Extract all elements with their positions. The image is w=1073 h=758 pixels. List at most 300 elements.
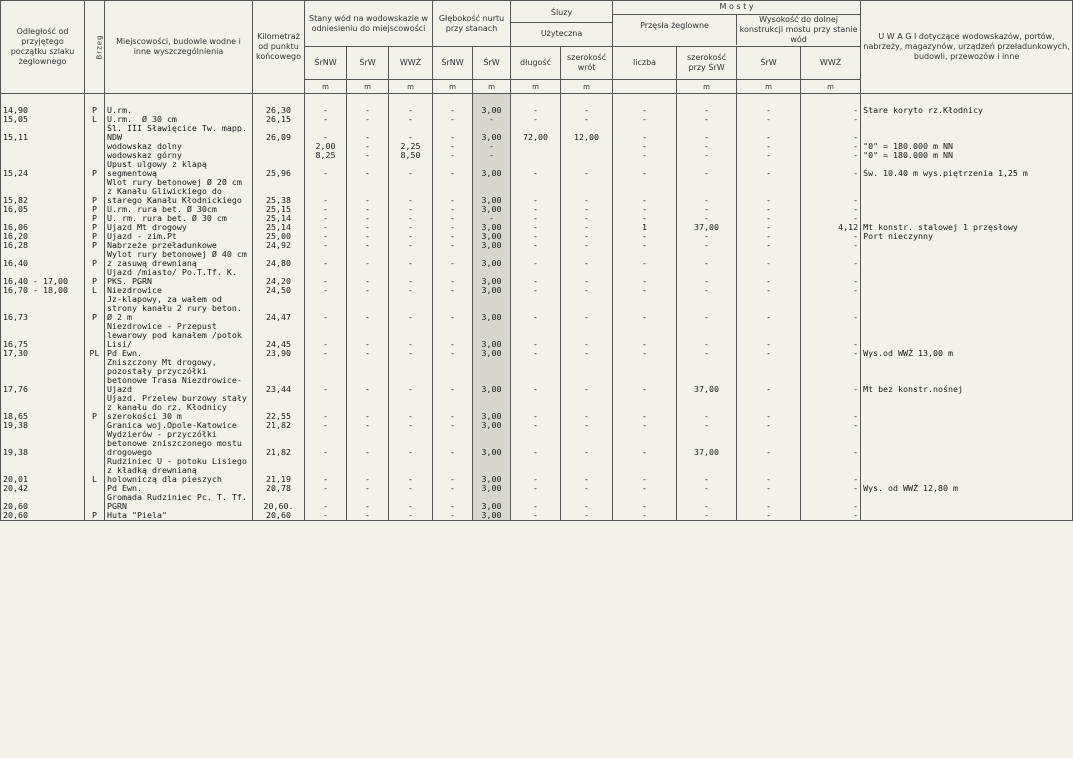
row-lock-width: -: [561, 115, 613, 124]
row-water-srw: -: [347, 394, 389, 421]
row-distance: 16,06: [1, 223, 85, 232]
row-bridge-count: -: [613, 295, 677, 322]
row-distance: 15,82: [1, 178, 85, 205]
row-depth-srnw: -: [433, 241, 473, 250]
header-depth-srnw: ŚrNW: [433, 47, 473, 80]
row-distance: 14,90: [1, 106, 85, 115]
row-depth-srw: -: [473, 115, 511, 124]
row-depth-srnw: -: [433, 115, 473, 124]
row-distance: 16,73: [1, 295, 85, 322]
row-water-srnw: 8,25: [305, 151, 347, 160]
row-depth-srnw: -: [433, 358, 473, 394]
row-remarks: [861, 241, 1073, 250]
row-distance: 15,05: [1, 115, 85, 124]
row-water-srnw: 2,00: [305, 142, 347, 151]
row-lock-length: -: [511, 484, 561, 493]
row-remarks: Port nieczynny: [861, 232, 1073, 241]
row-height-srw: -: [737, 160, 801, 178]
row-km: 25,15: [253, 205, 305, 214]
row-description: Ujazd /miasto/ Po.T.Tf. K. PKS. PGRN: [105, 268, 253, 286]
header-span: Przęsła żeglowne: [613, 15, 737, 45]
row-bridge-count: -: [613, 421, 677, 430]
row-bank: L: [85, 286, 105, 295]
row-height-wwz: -: [801, 214, 861, 223]
row-depth-srnw: -: [433, 511, 473, 521]
row-depth-srw: 3,00: [473, 124, 511, 142]
table-row: [1, 493, 1073, 511]
header-bridge-width: szerokość przy ŚrW: [677, 47, 737, 80]
table-row: [1, 358, 1073, 394]
row-depth-srw: 3,00: [473, 349, 511, 358]
row-bank: P: [85, 160, 105, 178]
row-water-srw: -: [347, 106, 389, 115]
row-description: Ujazd - zim.Pt: [105, 232, 253, 241]
row-km: 23,44: [253, 358, 305, 394]
row-lock-length: -: [511, 205, 561, 214]
row-lock-length: -: [511, 268, 561, 286]
row-bank: [85, 358, 105, 394]
row-bridge-count: -: [613, 142, 677, 151]
row-bridge-width: -: [677, 214, 737, 223]
row-water-srw: -: [347, 160, 389, 178]
row-depth-srw: 3,00: [473, 205, 511, 214]
row-bridge-width: -: [677, 151, 737, 160]
row-water-srw: -: [347, 322, 389, 349]
row-water-srnw: -: [305, 511, 347, 521]
row-water-srnw: -: [305, 421, 347, 430]
row-bank: [85, 484, 105, 493]
row-water-wwz: -: [389, 349, 433, 358]
row-bridge-count: -: [613, 214, 677, 223]
row-lock-length: -: [511, 493, 561, 511]
row-lock-width: -: [561, 106, 613, 115]
row-water-srw: -: [347, 421, 389, 430]
row-bridge-width: -: [677, 349, 737, 358]
unit: m: [737, 80, 801, 94]
row-lock-length: -: [511, 394, 561, 421]
row-water-srw: -: [347, 268, 389, 286]
row-km: 24,20: [253, 268, 305, 286]
unit: m: [433, 80, 473, 94]
row-height-srw: -: [737, 250, 801, 268]
row-depth-srnw: -: [433, 142, 473, 151]
row-distance: [1, 151, 85, 160]
row-remarks: [861, 430, 1073, 457]
row-description: Niezdrowice: [105, 286, 253, 295]
row-lock-width: -: [561, 241, 613, 250]
row-bridge-count: -: [613, 241, 677, 250]
row-height-wwz: -: [801, 358, 861, 394]
row-water-wwz: 8,50: [389, 151, 433, 160]
row-bank: [85, 430, 105, 457]
row-water-srnw: -: [305, 160, 347, 178]
row-height-wwz: -: [801, 124, 861, 142]
row-remarks: [861, 268, 1073, 286]
row-depth-srw: 3,00: [473, 295, 511, 322]
row-water-srw: -: [347, 142, 389, 151]
row-depth-srw: 3,00: [473, 421, 511, 430]
row-height-srw: -: [737, 106, 801, 115]
row-water-srw: -: [347, 286, 389, 295]
row-bank: L: [85, 115, 105, 124]
row-water-srw: -: [347, 358, 389, 394]
row-lock-width: -: [561, 430, 613, 457]
row-depth-srw: 3,00: [473, 286, 511, 295]
row-depth-srnw: -: [433, 493, 473, 511]
row-depth-srnw: -: [433, 106, 473, 115]
header-locks-title: Śluzy: [550, 8, 573, 17]
row-depth-srnw: -: [433, 268, 473, 286]
row-remarks: Mt bez konstr.nośnej: [861, 358, 1073, 394]
row-lock-length: -: [511, 430, 561, 457]
row-water-srnw: -: [305, 223, 347, 232]
row-water-srw: -: [347, 232, 389, 241]
row-remarks: [861, 511, 1073, 521]
row-description: Jz-klapowy, za wałem od strony kanału 2 rury beton. Ø 2 m: [105, 295, 253, 322]
row-bank: [85, 322, 105, 349]
row-water-srnw: -: [305, 493, 347, 511]
row-height-srw: -: [737, 115, 801, 124]
row-description: U.rm. rura bet. Ø 30cm: [105, 205, 253, 214]
row-bridge-count: -: [613, 178, 677, 205]
row-bridge-width: -: [677, 250, 737, 268]
row-depth-srw: -: [473, 142, 511, 151]
row-remarks: Wys.od WWŻ 13,00 m: [861, 349, 1073, 358]
row-lock-width: -: [561, 250, 613, 268]
row-height-srw: -: [737, 205, 801, 214]
row-water-srw: -: [347, 511, 389, 521]
row-water-srnw: -: [305, 394, 347, 421]
row-water-srnw: -: [305, 250, 347, 268]
row-water-wwz: -: [389, 106, 433, 115]
row-distance: 16,20: [1, 232, 85, 241]
row-lock-length: -: [511, 511, 561, 521]
row-height-srw: -: [737, 322, 801, 349]
row-description: wodowskaz dolny: [105, 142, 253, 151]
row-km: 20,60: [253, 511, 305, 521]
row-height-wwz: -: [801, 151, 861, 160]
row-description: Niezdrowice - Przepust lewarowy pod kanałem /potok Lisi/: [105, 322, 253, 349]
row-remarks: Św. 10.40 m wys.piętrzenia 1,25 m: [861, 160, 1073, 178]
row-height-wwz: -: [801, 484, 861, 493]
row-water-wwz: -: [389, 115, 433, 124]
row-lock-width: -: [561, 223, 613, 232]
unit: m: [305, 80, 347, 94]
row-bank: P: [85, 241, 105, 250]
row-water-wwz: -: [389, 124, 433, 142]
row-distance: 16,28: [1, 241, 85, 250]
row-depth-srw: 3,00: [473, 241, 511, 250]
row-water-wwz: -: [389, 178, 433, 205]
row-lock-length: -: [511, 322, 561, 349]
row-km: [253, 142, 305, 151]
row-bank: P: [85, 106, 105, 115]
row-height-wwz: -: [801, 115, 861, 124]
row-height-srw: -: [737, 142, 801, 151]
row-bank: [85, 124, 105, 142]
row-remarks: [861, 250, 1073, 268]
row-bridge-width: -: [677, 142, 737, 151]
row-distance: 15,24: [1, 160, 85, 178]
row-height-srw: -: [737, 421, 801, 430]
row-bridge-count: 1: [613, 223, 677, 232]
row-bridge-width: -: [677, 421, 737, 430]
header-remarks: U W A G I dotyczące wodowskazów, portów, nabrzeży, magazynów, urządzeń przeładunkowych, budowli, przewozów i inne: [861, 1, 1073, 94]
row-remarks: [861, 295, 1073, 322]
row-lock-length: -: [511, 115, 561, 124]
row-water-wwz: -: [389, 484, 433, 493]
row-bridge-width: 37,00: [677, 223, 737, 232]
row-bank: P: [85, 268, 105, 286]
row-depth-srnw: -: [433, 295, 473, 322]
row-bridge-width: -: [677, 457, 737, 484]
row-depth-srnw: -: [433, 223, 473, 232]
unit: m: [389, 80, 433, 94]
row-bridge-width: -: [677, 322, 737, 349]
row-height-srw: -: [737, 241, 801, 250]
row-bank: P: [85, 394, 105, 421]
row-lock-width: -: [561, 511, 613, 521]
row-distance: 19,38: [1, 430, 85, 457]
row-distance: 20,60: [1, 493, 85, 511]
row-distance: 20,42: [1, 484, 85, 493]
row-description: Granica woj.Opole-Katowice: [105, 421, 253, 430]
row-bridge-count: -: [613, 124, 677, 142]
header-bridge-count: liczba: [613, 47, 677, 80]
row-water-srw: -: [347, 151, 389, 160]
row-water-wwz: -: [389, 322, 433, 349]
row-bank: P: [85, 295, 105, 322]
row-bridge-count: -: [613, 205, 677, 214]
row-remarks: Wys. od WWŻ 12,80 m: [861, 484, 1073, 493]
row-water-srnw: -: [305, 178, 347, 205]
table-header: [1, 1, 1073, 94]
row-depth-srw: 3,00: [473, 394, 511, 421]
row-height-srw: -: [737, 457, 801, 484]
row-water-srnw: -: [305, 286, 347, 295]
row-km: 20,78: [253, 484, 305, 493]
row-water-srw: -: [347, 250, 389, 268]
row-height-srw: -: [737, 151, 801, 160]
row-bridge-width: -: [677, 232, 737, 241]
row-height-srw: -: [737, 295, 801, 322]
row-lock-length: -: [511, 160, 561, 178]
row-depth-srnw: -: [433, 250, 473, 268]
row-lock-width: -: [561, 232, 613, 241]
row-lock-width: 12,00: [561, 124, 613, 142]
row-bridge-count: -: [613, 322, 677, 349]
row-remarks: [861, 115, 1073, 124]
row-bank: P: [85, 232, 105, 241]
header-lock-length: długość: [511, 47, 561, 80]
header-distance: Odległość od przyjętego początku szlaku żeglownego: [1, 1, 85, 94]
row-water-srw: -: [347, 223, 389, 232]
row-height-srw: -: [737, 484, 801, 493]
header-depth: Głębokość nurtu przy stanach: [433, 1, 511, 47]
row-depth-srw: 3,00: [473, 322, 511, 349]
row-water-srnw: -: [305, 205, 347, 214]
row-bridge-width: -: [677, 106, 737, 115]
row-water-wwz: -: [389, 430, 433, 457]
row-water-srw: -: [347, 493, 389, 511]
row-lock-width: -: [561, 160, 613, 178]
header-wwz: WWŻ: [389, 47, 433, 80]
row-lock-length: -: [511, 106, 561, 115]
row-depth-srw: 3,00: [473, 106, 511, 115]
unit: m: [677, 80, 737, 94]
unit: m: [347, 80, 389, 94]
row-remarks: [861, 124, 1073, 142]
unit: m: [801, 80, 861, 94]
row-km: 25,14: [253, 214, 305, 223]
row-height-srw: -: [737, 511, 801, 521]
row-height-wwz: -: [801, 394, 861, 421]
row-depth-srw: -: [473, 151, 511, 160]
row-bridge-count: -: [613, 160, 677, 178]
row-lock-length: -: [511, 214, 561, 223]
row-bridge-width: -: [677, 511, 737, 521]
row-remarks: [861, 493, 1073, 511]
row-description: Zniszczony Mt drogowy, pozostały przyczółki betonowe Trasa Niezdrowice-Ujazd: [105, 358, 253, 394]
row-bridge-count: -: [613, 493, 677, 511]
row-water-wwz: -: [389, 511, 433, 521]
row-water-srnw: -: [305, 430, 347, 457]
row-km: 26,15: [253, 115, 305, 124]
row-description: Śl. III Sławięcice Tw. mapp. NDW: [105, 124, 253, 142]
row-height-wwz: -: [801, 205, 861, 214]
row-water-srnw: -: [305, 358, 347, 394]
row-lock-width: -: [561, 214, 613, 223]
row-depth-srnw: -: [433, 205, 473, 214]
row-depth-srnw: -: [433, 178, 473, 205]
row-water-srw: -: [347, 178, 389, 205]
row-distance: 20,60: [1, 511, 85, 521]
row-km: 25,96: [253, 160, 305, 178]
row-km: 25,00: [253, 232, 305, 241]
row-lock-width: -: [561, 457, 613, 484]
row-description: U.rm.: [105, 106, 253, 115]
row-water-wwz: -: [389, 214, 433, 223]
row-water-srnw: -: [305, 106, 347, 115]
row-depth-srw: -: [473, 214, 511, 223]
row-distance: 16,70 - 18,00: [1, 286, 85, 295]
row-km: 24,47: [253, 295, 305, 322]
table-row: [1, 322, 1073, 349]
row-height-wwz: -: [801, 268, 861, 286]
row-water-srw: -: [347, 457, 389, 484]
row-water-srnw: -: [305, 214, 347, 223]
row-lock-width: -: [561, 286, 613, 295]
row-lock-width: -: [561, 358, 613, 394]
row-depth-srnw: -: [433, 322, 473, 349]
row-depth-srw: 3,00: [473, 223, 511, 232]
row-remarks: [861, 178, 1073, 205]
row-remarks: "0" = 180.000 m NN: [861, 151, 1073, 160]
row-depth-srw: 3,00: [473, 358, 511, 394]
row-water-wwz: -: [389, 394, 433, 421]
row-distance: 18,65: [1, 394, 85, 421]
row-km: 20,60.: [253, 493, 305, 511]
row-water-wwz: -: [389, 160, 433, 178]
row-water-wwz: -: [389, 250, 433, 268]
row-water-srw: -: [347, 430, 389, 457]
row-lock-length: 72,00: [511, 124, 561, 142]
row-bank: [85, 142, 105, 151]
row-remarks: [861, 205, 1073, 214]
row-height-wwz: -: [801, 142, 861, 151]
row-km: 21,19: [253, 457, 305, 484]
row-km: 26,30: [253, 106, 305, 115]
row-distance: 20,01: [1, 457, 85, 484]
row-height-srw: -: [737, 430, 801, 457]
row-water-wwz: -: [389, 232, 433, 241]
row-km: 26,09: [253, 124, 305, 142]
row-remarks: Mt konstr. stalowej 1 przęsłowy: [861, 223, 1073, 232]
row-km: 24,92: [253, 241, 305, 250]
row-km: 24,80: [253, 250, 305, 268]
row-remarks: [861, 421, 1073, 430]
row-height-wwz: -: [801, 322, 861, 349]
row-description: U. rm. rura bet. Ø 30 cm: [105, 214, 253, 223]
row-remarks: "0" = 180.000 m NN: [861, 142, 1073, 151]
row-lock-width: -: [561, 493, 613, 511]
row-water-wwz: -: [389, 223, 433, 232]
row-lock-length: -: [511, 457, 561, 484]
row-bridge-width: -: [677, 286, 737, 295]
row-depth-srw: 3,00: [473, 430, 511, 457]
row-distance: 16,75: [1, 322, 85, 349]
row-height-srw: -: [737, 223, 801, 232]
row-depth-srnw: -: [433, 457, 473, 484]
row-bridge-width: -: [677, 205, 737, 214]
row-distance: 17,30: [1, 349, 85, 358]
row-water-wwz: -: [389, 421, 433, 430]
row-water-wwz: 2,25: [389, 142, 433, 151]
header-places: Miejscowości, budowle wodne i inne wyszczególnienia: [105, 1, 253, 94]
row-lock-width: -: [561, 295, 613, 322]
row-depth-srnw: -: [433, 349, 473, 358]
header-water-levels: Stany wód na wodowskazie w odniesieniu do miejscowości: [305, 1, 433, 47]
row-bank: [85, 151, 105, 160]
row-depth-srnw: -: [433, 484, 473, 493]
row-height-wwz: -: [801, 457, 861, 484]
row-bridge-width: -: [677, 484, 737, 493]
row-description: wodowskaz górny: [105, 151, 253, 160]
row-lock-width: [561, 142, 613, 151]
row-bridge-width: -: [677, 241, 737, 250]
header-depth-srw: ŚrW: [473, 47, 511, 80]
row-lock-width: -: [561, 322, 613, 349]
header-height-wwz: WWŻ: [801, 47, 861, 80]
row-bridge-count: -: [613, 511, 677, 521]
row-bridge-width: -: [677, 160, 737, 178]
row-bridge-count: -: [613, 349, 677, 358]
row-water-srnw: -: [305, 124, 347, 142]
row-water-wwz: -: [389, 286, 433, 295]
row-water-srnw: -: [305, 268, 347, 286]
row-depth-srw: 3,00: [473, 178, 511, 205]
row-km: 24,50: [253, 286, 305, 295]
header-srnw: ŚrNW: [305, 47, 347, 80]
row-water-srw: -: [347, 241, 389, 250]
row-height-srw: -: [737, 358, 801, 394]
row-water-srnw: -: [305, 295, 347, 322]
row-height-srw: -: [737, 286, 801, 295]
row-lock-length: -: [511, 241, 561, 250]
row-water-srnw: -: [305, 115, 347, 124]
row-bridge-width: -: [677, 268, 737, 286]
row-description: Nabrzeże przeładunkowe: [105, 241, 253, 250]
